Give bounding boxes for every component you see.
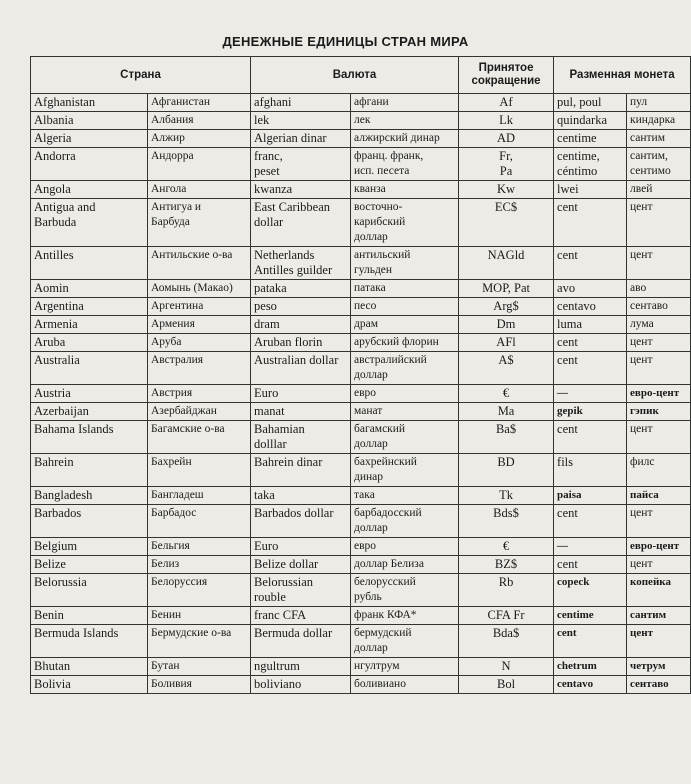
currency-en-cell: Netherlands Antilles guilder [251,247,351,280]
table-row [31,538,691,556]
abbreviation-cell: € [459,385,554,403]
abbreviation-cell: N [459,658,554,676]
country-en-cell: Albania [31,112,148,130]
country-ru-cell: Бутан [148,658,251,676]
country-en-cell: Benin [31,607,148,625]
abbreviation-cell: CFA Fr [459,607,554,625]
currency-ru-cell: багамский доллар [351,421,459,454]
currency-en-cell: franc, peset [251,148,351,181]
coin-en-cell: cent [554,505,627,538]
coin-ru-cell: цент [627,556,691,574]
coin-ru-cell: четрум [627,658,691,676]
header-currency: Валюта [251,57,459,94]
currency-ru-cell: манат [351,403,459,421]
currency-en-cell: Barbados dollar [251,505,351,538]
country-en-cell: Bahrein [31,454,148,487]
country-en-cell: Bolivia [31,676,148,694]
coin-en-cell: cent [554,421,627,454]
coin-ru-cell: гэпик [627,403,691,421]
country-en-cell: Australia [31,352,148,385]
coin-en-cell: cent [554,352,627,385]
currency-en-cell: manat [251,403,351,421]
coin-en-cell: centavo [554,298,627,316]
country-en-cell: Angola [31,181,148,199]
abbreviation-cell: Rb [459,574,554,607]
page-title: ДЕНЕЖНЫЕ ЕДИНИЦЫ СТРАН МИРА [222,34,469,49]
abbreviation-cell: Af [459,94,554,112]
table-row [31,247,691,280]
coin-ru-cell: пайса [627,487,691,505]
country-en-cell: Antilles [31,247,148,280]
coin-en-cell: centime, céntimo [554,148,627,181]
currency-ru-cell: песо [351,298,459,316]
header-row [31,57,691,94]
abbreviation-cell: Ma [459,403,554,421]
coin-en-cell: cent [554,199,627,247]
abbreviation-cell: Bds$ [459,505,554,538]
country-ru-cell: Бельгия [148,538,251,556]
coin-ru-cell: лвей [627,181,691,199]
coin-en-cell: cent [554,625,627,658]
currency-ru-cell: лек [351,112,459,130]
currency-en-cell: franc CFA [251,607,351,625]
country-en-cell: Belorussia [31,574,148,607]
header-abbreviation-line1: Принятое [478,62,534,74]
country-en-cell: Bermuda Islands [31,625,148,658]
country-en-cell: Barbados [31,505,148,538]
country-en-cell: Austria [31,385,148,403]
table-row [31,505,691,538]
abbreviation-cell: BZ$ [459,556,554,574]
currency-en-cell: dram [251,316,351,334]
table-row [31,280,691,298]
coin-en-cell: gepik [554,403,627,421]
currency-en-cell: Belorussian rouble [251,574,351,607]
coin-en-cell: cent [554,556,627,574]
country-ru-cell: Андорра [148,148,251,181]
country-en-cell: Bangladesh [31,487,148,505]
abbreviation-cell: A$ [459,352,554,385]
coin-ru-cell: цент [627,352,691,385]
table-row [31,199,691,247]
currency-en-cell: taka [251,487,351,505]
coin-en-cell: — [554,385,627,403]
table-row [31,574,691,607]
currency-ru-cell: антильский гульден [351,247,459,280]
currency-ru-cell: австралийский доллар [351,352,459,385]
coin-ru-cell: сентаво [627,676,691,694]
header-country: Страна [31,57,251,94]
table-row [31,352,691,385]
table-row [31,421,691,454]
coin-en-cell: chetrum [554,658,627,676]
currency-ru-cell: афгани [351,94,459,112]
country-en-cell: Azerbaijan [31,403,148,421]
abbreviation-cell: Dm [459,316,554,334]
abbreviation-cell: Tk [459,487,554,505]
country-ru-cell: Афганистан [148,94,251,112]
country-ru-cell: Боливия [148,676,251,694]
currency-en-cell: lek [251,112,351,130]
coin-en-cell: avo [554,280,627,298]
currency-ru-cell: боливиано [351,676,459,694]
abbreviation-cell: MOP, Pat [459,280,554,298]
country-ru-cell: Австрия [148,385,251,403]
currency-ru-cell: бахрейнский динар [351,454,459,487]
coin-ru-cell: цент [627,505,691,538]
currency-table [30,56,691,694]
country-ru-cell: Австралия [148,352,251,385]
currency-en-cell: Euro [251,538,351,556]
coin-en-cell: centavo [554,676,627,694]
country-ru-cell: Армения [148,316,251,334]
abbreviation-cell: BD [459,454,554,487]
country-en-cell: Afghanistan [31,94,148,112]
coin-ru-cell: цент [627,625,691,658]
table-row [31,556,691,574]
currency-ru-cell: драм [351,316,459,334]
table-row [31,112,691,130]
table-row [31,181,691,199]
abbreviation-cell: Bol [459,676,554,694]
currency-ru-cell: белорусский рубль [351,574,459,607]
country-ru-cell: Антильские о-ва [148,247,251,280]
country-en-cell: Bhutan [31,658,148,676]
currency-ru-cell: восточно- карибский доллар [351,199,459,247]
table-row [31,316,691,334]
country-ru-cell: Багамские о-ва [148,421,251,454]
coin-en-cell: centime [554,130,627,148]
coin-en-cell: centime [554,607,627,625]
table-row [31,148,691,181]
coin-ru-cell: евро-цент [627,538,691,556]
country-ru-cell: Барбадос [148,505,251,538]
table-row [31,625,691,658]
abbreviation-cell: € [459,538,554,556]
coin-ru-cell: сантим, сентимо [627,148,691,181]
currency-ru-cell: арубский флорин [351,334,459,352]
coin-en-cell: lwei [554,181,627,199]
currency-ru-cell: бермудский доллар [351,625,459,658]
coin-en-cell: cent [554,334,627,352]
table-row [31,607,691,625]
table-row [31,676,691,694]
currency-ru-cell: алжирский динар [351,130,459,148]
table-row [31,130,691,148]
table-row [31,403,691,421]
coin-ru-cell: аво [627,280,691,298]
coin-en-cell: quindarka [554,112,627,130]
table-row [31,658,691,676]
country-en-cell: Argentina [31,298,148,316]
coin-en-cell: fils [554,454,627,487]
country-ru-cell: Аруба [148,334,251,352]
abbreviation-cell: Lk [459,112,554,130]
country-ru-cell: Азербайджан [148,403,251,421]
coin-ru-cell: лума [627,316,691,334]
country-en-cell: Bahama Islands [31,421,148,454]
country-ru-cell: Ангола [148,181,251,199]
country-ru-cell: Аомынь (Макао) [148,280,251,298]
table-row [31,454,691,487]
country-en-cell: Algeria [31,130,148,148]
currency-en-cell: Aruban florin [251,334,351,352]
country-en-cell: Aomin [31,280,148,298]
abbreviation-cell: NAGld [459,247,554,280]
currency-en-cell: kwanza [251,181,351,199]
table-row [31,385,691,403]
coin-en-cell: copeck [554,574,627,607]
currency-en-cell: Australian dollar [251,352,351,385]
country-ru-cell: Белиз [148,556,251,574]
currency-en-cell: ngultrum [251,658,351,676]
country-ru-cell: Алжир [148,130,251,148]
currency-ru-cell: барбадосский доллар [351,505,459,538]
abbreviation-cell: Bda$ [459,625,554,658]
abbreviation-cell: EC$ [459,199,554,247]
coin-ru-cell: цент [627,334,691,352]
header-abbreviation-line2: сокращение [471,75,541,87]
currency-ru-cell: евро [351,385,459,403]
currency-ru-cell: евро [351,538,459,556]
currency-ru-cell: така [351,487,459,505]
country-ru-cell: Аргентина [148,298,251,316]
country-ru-cell: Антигуа и Барбуда [148,199,251,247]
country-en-cell: Armenia [31,316,148,334]
country-ru-cell: Бахрейн [148,454,251,487]
currency-ru-cell: патака [351,280,459,298]
abbreviation-cell: Arg$ [459,298,554,316]
currency-en-cell: East Caribbean dollar [251,199,351,247]
table-row [31,334,691,352]
coin-en-cell: — [554,538,627,556]
currency-en-cell: Euro [251,385,351,403]
currency-en-cell: peso [251,298,351,316]
abbreviation-cell: Kw [459,181,554,199]
currency-ru-cell: нгултрум [351,658,459,676]
coin-en-cell: paisa [554,487,627,505]
country-en-cell: Belgium [31,538,148,556]
header-abbreviation [459,57,554,94]
currency-en-cell: Algerian dinar [251,130,351,148]
coin-ru-cell: евро-цент [627,385,691,403]
currency-en-cell: Bermuda dollar [251,625,351,658]
table-row [31,94,691,112]
coin-ru-cell: киндарка [627,112,691,130]
currency-en-cell: boliviano [251,676,351,694]
abbreviation-cell: AD [459,130,554,148]
country-en-cell: Belize [31,556,148,574]
country-ru-cell: Бермудские о-ва [148,625,251,658]
country-en-cell: Antigua and Barbuda [31,199,148,247]
coin-ru-cell: цент [627,199,691,247]
abbreviation-cell: AFl [459,334,554,352]
currency-en-cell: Bahrein dinar [251,454,351,487]
coin-en-cell: luma [554,316,627,334]
coin-ru-cell: пул [627,94,691,112]
currency-ru-cell: франц. франк, исп. песета [351,148,459,181]
currency-ru-cell: франк КФА* [351,607,459,625]
country-ru-cell: Бенин [148,607,251,625]
currency-ru-cell: доллар Белиза [351,556,459,574]
abbreviation-cell: Fr, Pa [459,148,554,181]
country-ru-cell: Албания [148,112,251,130]
currency-en-cell: afghani [251,94,351,112]
coin-ru-cell: сантим [627,607,691,625]
currency-en-cell: Bahamian dolllar [251,421,351,454]
table-row [31,487,691,505]
coin-ru-cell: сантим [627,130,691,148]
coin-ru-cell: копейка [627,574,691,607]
coin-ru-cell: филс [627,454,691,487]
table-row [31,298,691,316]
country-en-cell: Andorra [31,148,148,181]
abbreviation-cell: Ba$ [459,421,554,454]
country-ru-cell: Белоруссия [148,574,251,607]
currency-en-cell: pataka [251,280,351,298]
currency-ru-cell: кванза [351,181,459,199]
header-coin: Разменная монета [554,57,691,94]
coin-ru-cell: цент [627,421,691,454]
coin-en-cell: pul, poul [554,94,627,112]
country-en-cell: Aruba [31,334,148,352]
currency-en-cell: Belize dollar [251,556,351,574]
country-ru-cell: Бангладеш [148,487,251,505]
coin-en-cell: cent [554,247,627,280]
coin-ru-cell: цент [627,247,691,280]
coin-ru-cell: сентаво [627,298,691,316]
